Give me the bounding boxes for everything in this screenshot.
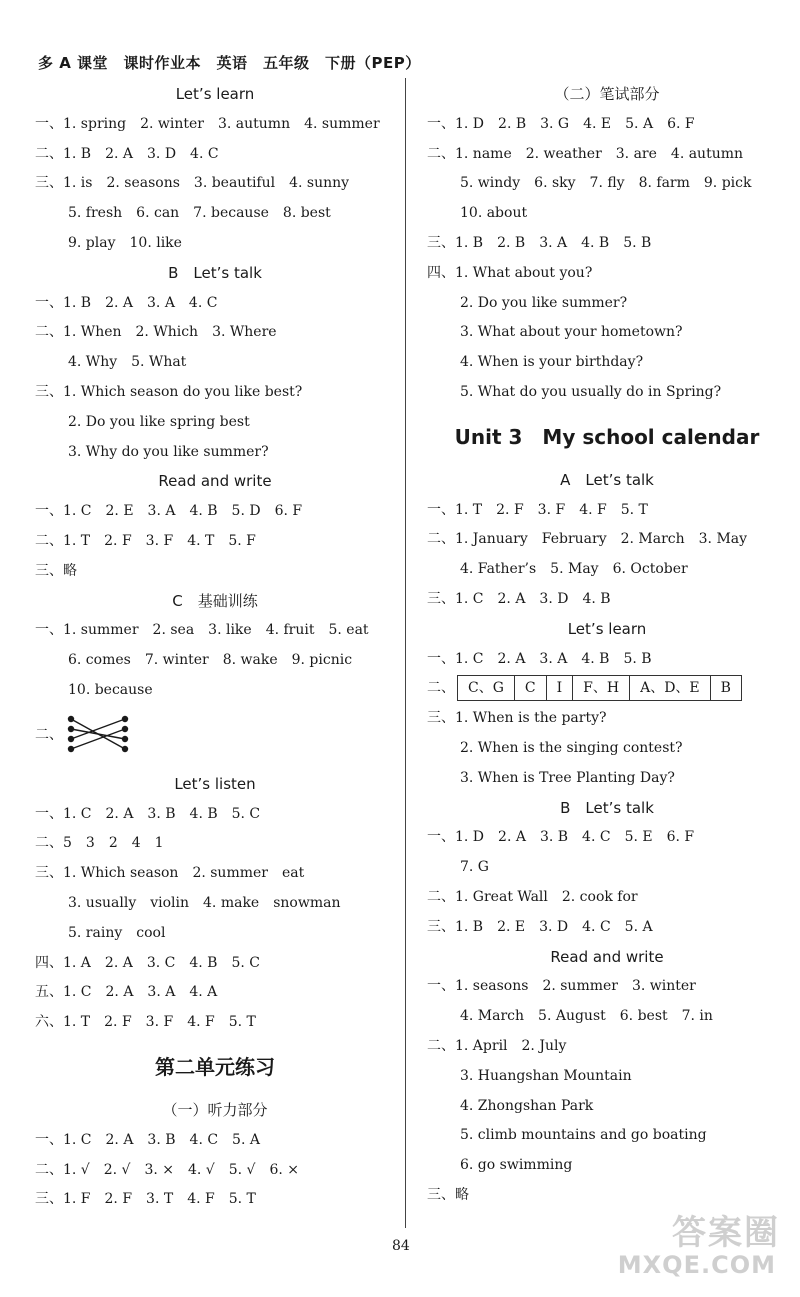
answer-line: 二、1. When 2. Which 3. Where (35, 324, 277, 341)
right-column (427, 80, 787, 1211)
answer-line: 六、1. T 2. F 3. F 4. F 5. T (35, 1014, 256, 1031)
answer-line: 一、1. C 2. A 3. A 4. B 5. B (427, 650, 652, 667)
section-heading: Let’s learn (567, 619, 647, 638)
answer-line: 一、1. B 2. A 3. A 4. C (35, 294, 218, 311)
watermark-text: 答案圈 (672, 1213, 780, 1253)
answer-line: 五、1. C 2. A 3. A 4. A (35, 984, 218, 1001)
watermark-url: MXQE.COM (617, 1251, 776, 1279)
answer-line: 3. When is Tree Planting Day? (460, 769, 675, 786)
section-heading: C 基础训练 (172, 591, 258, 610)
answer-line: 一、1. spring 2. winter 3. autumn 4. summer (35, 115, 380, 132)
matching-lines-diagram (67, 714, 131, 754)
answer-line: 2. When is the singing contest? (460, 739, 683, 756)
section-heading: Let’s learn (175, 85, 255, 103)
answer-line: 二、1. T 2. F 3. F 4. T 5. F (35, 532, 256, 549)
answer-line: 2. Do you like spring best (68, 413, 250, 430)
answer-table-row (427, 674, 787, 704)
answer-line: 一、1. D 2. B 3. G 4. E 5. A 6. F (427, 115, 695, 132)
answer-line: 三、1. C 2. A 3. D 4. B (427, 590, 611, 607)
table-cell: C、G (458, 676, 515, 701)
answer-line: 三、1. is 2. seasons 3. beautiful 4. sunny (35, 175, 350, 192)
page-header: 多 A 课堂 课时作业本 英语 五年级 下册（PEP） (38, 54, 421, 72)
answer-line: 5. What do you usually do in Spring? (460, 383, 722, 400)
answer-line: 二、1. January February 2. March 3. May (427, 531, 748, 548)
answer-line: 三、略 (35, 562, 77, 579)
section-heading: Let’s listen (174, 774, 256, 793)
answer-line: 三、1. Which season do you like best? (35, 383, 303, 400)
answer-line: 一、1. C 2. A 3. B 4. B 5. C (35, 805, 261, 822)
unit-title: 第二单元练习 (155, 1054, 275, 1079)
answer-line: 三、1. B 2. E 3. D 4. C 5. A (427, 918, 653, 935)
watermark-logo (600, 1205, 790, 1285)
answer-line: 2. Do you like summer? (460, 294, 628, 311)
answer-line: 4. When is your birthday? (460, 354, 644, 371)
table-label: 二、 (427, 680, 455, 697)
answer-line: 3. Why do you like summer? (68, 443, 269, 460)
table-cell: A、D、E (630, 676, 711, 701)
column-divider (405, 78, 406, 1228)
answer-line: 一、1. C 2. A 3. B 4. C 5. A (35, 1131, 260, 1148)
answer-line: 一、1. C 2. E 3. A 4. B 5. D 6. F (35, 503, 303, 520)
answer-line: 6. comes 7. winter 8. wake 9. picnic (68, 652, 353, 669)
answer-line: 4. Zhongshan Park (460, 1097, 594, 1114)
table-cell: I (546, 676, 573, 701)
section-heading: B Let’s talk (560, 798, 654, 817)
answer-line: 5. climb mountains and go boating (460, 1127, 707, 1144)
answer-line: 二、1. April 2. July (427, 1037, 567, 1054)
answer-line: 三、1. F 2. F 3. T 4. F 5. T (35, 1191, 256, 1208)
section-heading: Read and write (550, 947, 664, 966)
section-heading: A Let’s talk (560, 470, 654, 489)
table-cell: F、H (573, 676, 630, 701)
matching-label: 二、 (35, 726, 63, 743)
answer-line: 3. usually violin 4. make snowman (68, 894, 341, 911)
answer-line: 二、1. Great Wall 2. cook for (427, 888, 638, 905)
answer-line: 5. rainy cool (68, 924, 166, 941)
answer-line: 3. Huangshan Mountain (460, 1067, 632, 1084)
answer-line: 4. Why 5. What (68, 354, 187, 371)
answer-table (457, 675, 742, 701)
answer-line: 3. What about your hometown? (460, 324, 683, 341)
answer-line: 三、1. Which season 2. summer eat (35, 865, 305, 882)
answer-line: 四、1. A 2. A 3. C 4. B 5. C (35, 954, 260, 971)
answer-line: 5. fresh 6. can 7. because 8. best (68, 205, 331, 222)
answer-line: 6. go swimming (460, 1157, 573, 1174)
answer-line: 三、1. B 2. B 3. A 4. B 5. B (427, 234, 652, 251)
page-number: 84 (392, 1238, 410, 1254)
table-cell: B (710, 676, 741, 701)
answer-line: 5. windy 6. sky 7. fly 8. farm 9. pick (460, 175, 752, 192)
answer-line: 10. about (460, 205, 528, 222)
answer-line: 二、5 3 2 4 1 (35, 835, 164, 852)
answer-line: 4. Father’s 5. May 6. October (460, 561, 688, 578)
section-heading: Read and write (158, 472, 272, 491)
answer-line: 二、1. name 2. weather 3. are 4. autumn (427, 145, 744, 162)
answer-line: 10. because (68, 681, 153, 698)
answer-line: 7. G (460, 859, 489, 876)
matching-diagram-row (35, 706, 395, 770)
answer-line: 一、1. seasons 2. summer 3. winter (427, 978, 696, 995)
section-heading: （二）笔试部分 (554, 85, 660, 103)
answer-line: 一、1. T 2. F 3. F 4. F 5. T (427, 501, 648, 518)
answer-line: 二、1. √ 2. √ 3. × 4. √ 5. √ 6. × (35, 1161, 299, 1178)
unit-title: Unit 3 My school calendar (454, 424, 760, 449)
left-column (35, 80, 395, 1215)
answer-line: 4. March 5. August 6. best 7. in (460, 1008, 713, 1025)
section-heading: B Let’s talk (168, 263, 262, 282)
answer-line: 三、1. When is the party? (427, 710, 607, 727)
answer-line: 三、略 (427, 1186, 469, 1203)
answer-line: 二、1. B 2. A 3. D 4. C (35, 145, 219, 162)
section-heading: （一）听力部分 (162, 1100, 268, 1119)
answer-line: 一、1. summer 2. sea 3. like 4. fruit 5. eat (35, 622, 369, 639)
answer-line: 一、1. D 2. A 3. B 4. C 5. E 6. F (427, 829, 695, 846)
answer-line: 四、1. What about you? (427, 264, 593, 281)
table-cell: C (514, 676, 546, 701)
answer-line: 9. play 10. like (68, 234, 182, 251)
